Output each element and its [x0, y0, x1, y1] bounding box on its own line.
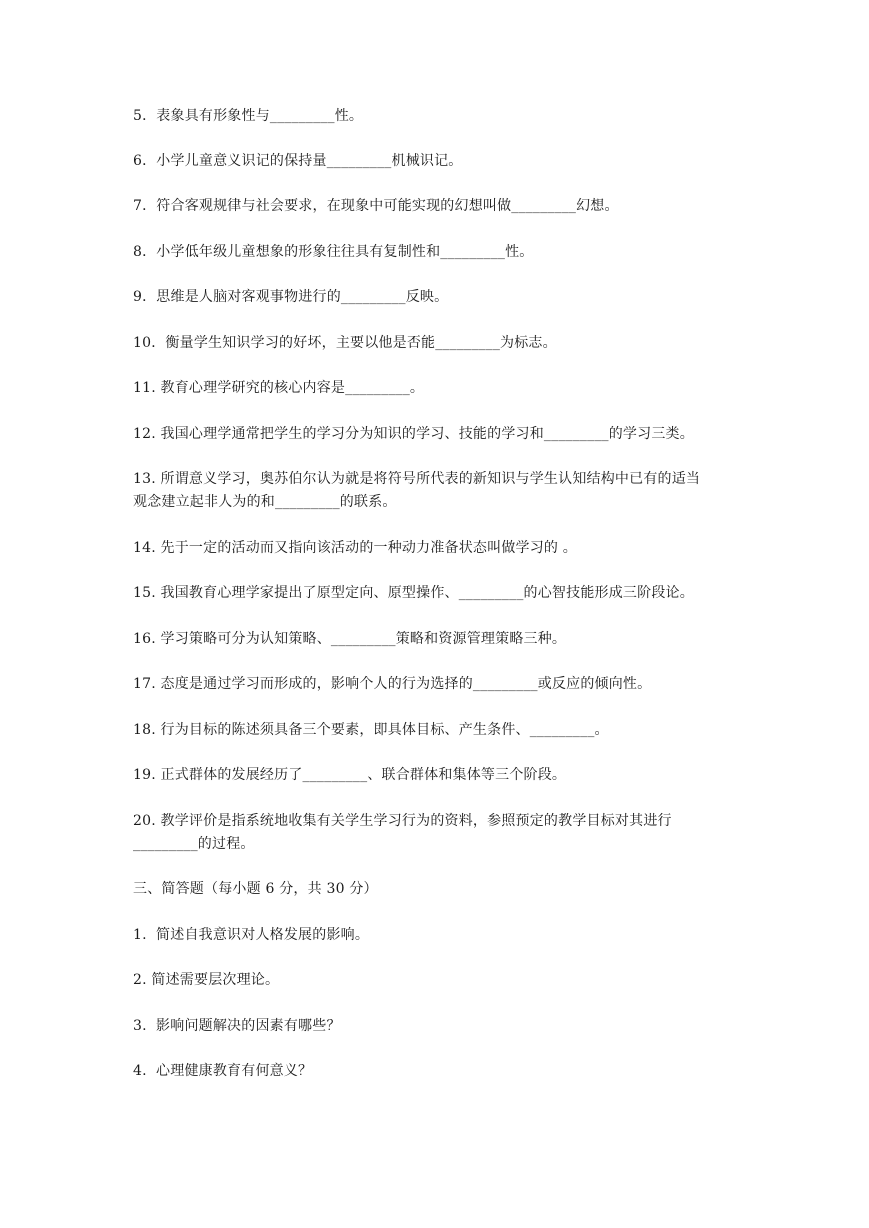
short-answer-1: 1. 简述自我意识对人格发展的影响。 [133, 927, 370, 943]
question-20-line-1: 20. 教学评价是指系统地收集有关学生学习行为的资料，参照预定的教学目标对其进行 [133, 813, 672, 829]
short-answer-2: 2. 简述需要层次理论。 [133, 972, 280, 988]
question-17: 17. 态度是通过学习而形成的，影响个人的行为选择的_________或反应的倾向性。 [133, 676, 652, 692]
question-14: 14. 先于一定的活动而又指向该活动的一种动力准备状态叫做学习的 。 [133, 540, 577, 556]
section-three-heading: 三、简答题（每小题 6 分，共 30 分） [133, 881, 378, 897]
question-19: 19. 正式群体的发展经历了_________、联合群体和集体等三个阶段。 [133, 767, 567, 783]
question-7: 7．符合客观规律与社会要求，在现象中可能实现的幻想叫做_________幻想。 [133, 198, 619, 214]
question-13-line-1: 13. 所谓意义学习，奥苏伯尔认为就是将符号所代表的新知识与学生认知结构中已有的适当 [133, 471, 701, 487]
question-6: 6．小学儿童意义识记的保持量_________机械识记。 [133, 153, 463, 169]
question-20-line-2: _________的过程。 [133, 836, 255, 852]
question-18: 18. 行为目标的陈述须具备三个要素，即具体目标、产生条件、_________。 [133, 722, 609, 738]
short-answer-4: 4. 心理健康教育有何意义？ [133, 1063, 313, 1079]
question-9: 9．思维是人脑对客观事物进行的_________反映。 [133, 289, 449, 305]
question-5: 5．表象具有形象性与_________性。 [133, 108, 364, 124]
question-13-line-2: 观念建立起非人为的和_________的联系。 [133, 494, 397, 510]
question-10: 10．衡量学生知识学习的好坏，主要以他是否能_________为标志。 [133, 335, 557, 351]
question-12: 12. 我国心理学通常把学生的学习分为知识的学习、技能的学习和_________的学习三类。 [133, 426, 694, 442]
question-16: 16. 学习策略可分为认知策略、_________策略和资源管理策略三种。 [133, 631, 567, 647]
short-answer-3: 3. 影响问题解决的因素有哪些？ [133, 1018, 341, 1034]
question-8: 8．小学低年级儿童想象的形象往往具有复制性和_________性。 [133, 244, 534, 260]
question-15: 15. 我国教育心理学家提出了原型定向、原型操作、_________的心智技能形成三阶段论。 [133, 585, 694, 601]
question-11: 11. 教育心理学研究的核心内容是_________。 [133, 380, 425, 396]
